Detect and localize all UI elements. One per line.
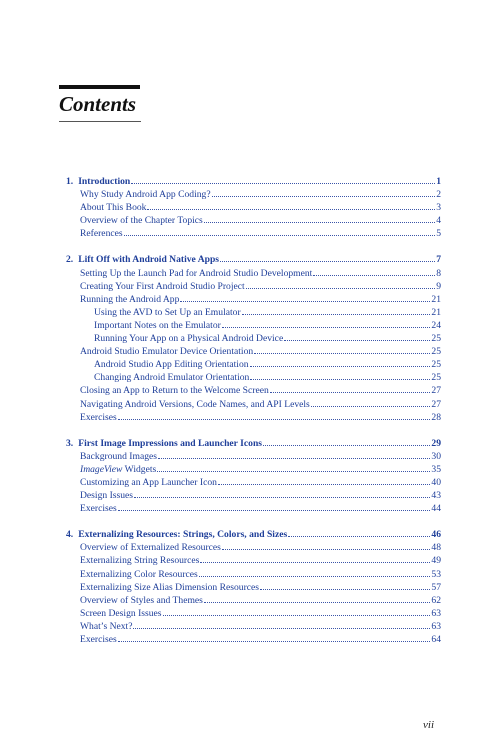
header-rule-thin <box>59 121 141 122</box>
dot-leader <box>242 314 431 315</box>
toc-entry[interactable] <box>66 607 441 620</box>
dot-leader <box>246 288 436 289</box>
entry-title: Running Your App on a Physical Android Device <box>94 333 284 345</box>
toc-entry[interactable] <box>66 227 441 240</box>
dot-leader <box>270 392 431 393</box>
toc-entry[interactable] <box>66 411 441 424</box>
entry-title: Externalizing Size Alias Dimension Resources <box>80 581 260 593</box>
entry-title: Overview of Externalized Resources <box>80 542 221 554</box>
dot-leader <box>118 641 431 642</box>
toc-chapter <box>66 175 441 240</box>
toc-entry[interactable] <box>66 319 441 332</box>
entry-page: 2 <box>436 189 441 201</box>
entry-page: 53 <box>431 568 441 580</box>
entry-page: 49 <box>431 555 441 567</box>
dot-leader <box>133 628 430 629</box>
dot-leader <box>180 301 430 302</box>
toc-entry[interactable] <box>66 201 441 214</box>
entry-title: Externalizing Color Resources <box>80 568 198 580</box>
entry-page: 43 <box>431 490 441 502</box>
dot-leader <box>250 379 430 380</box>
toc-entry[interactable] <box>66 332 441 345</box>
toc-entry[interactable] <box>66 280 441 293</box>
chapter-page: 46 <box>431 529 441 541</box>
entry-page: 27 <box>431 398 441 410</box>
toc-entry[interactable] <box>66 267 441 280</box>
toc-chapter-entry[interactable] <box>66 175 441 188</box>
page-number: vii <box>423 719 434 731</box>
entry-page: 28 <box>431 411 441 423</box>
dot-leader <box>220 261 435 262</box>
entry-title: Android Studio Emulator Device Orientation <box>80 346 254 358</box>
dot-leader <box>199 576 431 577</box>
dot-leader <box>288 536 430 537</box>
toc-entry[interactable] <box>66 384 441 397</box>
entry-title: Running the Android App <box>80 293 180 305</box>
entry-page: 62 <box>431 594 441 606</box>
entry-title: Important Notes on the Emulator <box>94 319 221 331</box>
chapter-number: 4. <box>66 529 74 541</box>
entry-title: Setting Up the Launch Pad for Android Studio Development <box>80 267 313 279</box>
toc-entry[interactable] <box>66 188 441 201</box>
dot-leader <box>204 222 435 223</box>
entry-title: Navigating Android Versions, Code Names, and API Levels <box>80 398 310 410</box>
chapter-number: 3. <box>66 437 74 449</box>
chapter-title: First Image Impressions and Launcher Icons <box>78 437 263 449</box>
entry-page: 5 <box>436 228 441 240</box>
dot-leader <box>118 510 431 511</box>
entry-title: About This Book <box>80 202 147 214</box>
toc-entry[interactable] <box>66 371 441 384</box>
toc-entry[interactable] <box>66 633 441 646</box>
entry-title: Customizing an App Launcher Icon <box>80 476 217 488</box>
entry-title: Android Studio App Editing Orientation <box>94 359 249 371</box>
dot-leader <box>218 484 430 485</box>
dot-leader <box>222 327 431 328</box>
toc-entry[interactable] <box>66 398 441 411</box>
chapter-title: Lift Off with Android Native Apps <box>78 254 220 266</box>
toc-entry[interactable] <box>66 620 441 633</box>
entry-page: 30 <box>431 450 441 462</box>
toc-entry[interactable] <box>66 306 441 319</box>
chapter-page: 1 <box>436 176 441 187</box>
entry-title: Exercises <box>80 503 117 515</box>
toc-chapter <box>66 253 441 423</box>
entry-page: 27 <box>431 385 441 397</box>
dot-leader <box>222 549 430 550</box>
entry-title: Creating Your First Android Studio Project <box>80 280 245 292</box>
dot-leader <box>250 366 431 367</box>
table-of-contents <box>66 175 441 659</box>
toc-entry[interactable] <box>66 594 441 607</box>
entry-title: Background Images <box>80 450 157 462</box>
toc-entry[interactable] <box>66 358 441 371</box>
entry-page: 63 <box>431 607 441 619</box>
dot-leader <box>124 235 436 236</box>
dot-leader <box>313 275 435 276</box>
entry-page: 64 <box>431 634 441 645</box>
entry-title: Using the AVD to Set Up an Emulator <box>94 306 241 318</box>
toc-entry[interactable] <box>66 214 441 227</box>
toc-entry[interactable] <box>66 554 441 567</box>
toc-entry[interactable] <box>66 345 441 358</box>
dot-leader <box>163 615 431 616</box>
dot-leader <box>134 497 430 498</box>
toc-entry[interactable] <box>66 450 441 463</box>
entry-title: Externalizing String Resources <box>80 555 200 567</box>
entry-title: References <box>80 228 123 240</box>
dot-leader <box>118 419 431 420</box>
toc-entry[interactable] <box>66 541 441 554</box>
entry-title: Overview of Styles and Themes <box>80 594 203 606</box>
dot-leader <box>212 196 436 197</box>
chapter-number: 2. <box>66 254 74 266</box>
toc-entry[interactable] <box>66 293 441 306</box>
entry-page: 8 <box>436 267 441 279</box>
chapter-number: 1. <box>66 176 74 187</box>
entry-title: Closing an App to Return to the Welcome Screen <box>80 385 269 397</box>
chapter-title: Introduction <box>78 176 131 187</box>
dot-leader <box>260 589 430 590</box>
entry-page: 21 <box>431 293 441 305</box>
dot-leader <box>311 406 431 407</box>
entry-title: Exercises <box>80 411 117 423</box>
page-title: Contents <box>59 92 137 116</box>
entry-page: 4 <box>436 215 441 227</box>
toc-chapter-entry[interactable] <box>66 437 441 450</box>
toc-entry[interactable] <box>66 581 441 594</box>
entry-title: Changing Android Emulator Orientation <box>94 372 250 384</box>
dot-leader <box>147 209 435 210</box>
entry-title: ImageView Widgets <box>80 463 157 475</box>
toc-entry[interactable] <box>66 463 441 476</box>
toc-entry[interactable] <box>66 502 441 515</box>
entry-page: 21 <box>431 306 441 318</box>
dot-leader <box>254 353 430 354</box>
toc-chapter <box>66 528 441 646</box>
chapter-page: 29 <box>431 437 441 449</box>
dot-leader <box>284 340 430 341</box>
toc-chapter-entry[interactable] <box>66 528 441 541</box>
entry-page: 40 <box>431 476 441 488</box>
chapter-page: 7 <box>436 254 441 266</box>
entry-page: 25 <box>431 346 441 358</box>
dot-leader <box>158 458 430 459</box>
entry-page: 9 <box>436 280 441 292</box>
entry-title: Exercises <box>80 634 117 645</box>
entry-title: Overview of the Chapter Topics <box>80 215 203 227</box>
toc-entry[interactable] <box>66 476 441 489</box>
entry-page: 25 <box>431 372 441 384</box>
toc-entry[interactable] <box>66 568 441 581</box>
dot-leader <box>263 445 430 446</box>
entry-page: 25 <box>431 333 441 345</box>
dot-leader <box>157 471 430 472</box>
entry-title: Why Study Android App Coding? <box>80 189 211 201</box>
entry-page: 24 <box>431 319 441 331</box>
dot-leader <box>131 183 435 184</box>
chapter-title: Externalizing Resources: Strings, Colors, and Sizes <box>78 529 288 541</box>
entry-title: Design Issues <box>80 490 134 502</box>
entry-title: Screen Design Issues <box>80 607 162 619</box>
entry-page: 57 <box>431 581 441 593</box>
entry-page: 25 <box>431 359 441 371</box>
dot-leader <box>200 562 430 563</box>
entry-page: 35 <box>431 463 441 475</box>
entry-page: 44 <box>431 503 441 515</box>
dot-leader <box>204 602 430 603</box>
entry-title: What’s Next? <box>80 620 133 632</box>
entry-page: 3 <box>436 202 441 214</box>
toc-entry[interactable] <box>66 489 441 502</box>
toc-chapter <box>66 437 441 516</box>
toc-chapter-entry[interactable] <box>66 253 441 266</box>
entry-page: 63 <box>431 620 441 632</box>
header-rule-thick <box>59 85 140 89</box>
entry-page: 48 <box>431 542 441 554</box>
